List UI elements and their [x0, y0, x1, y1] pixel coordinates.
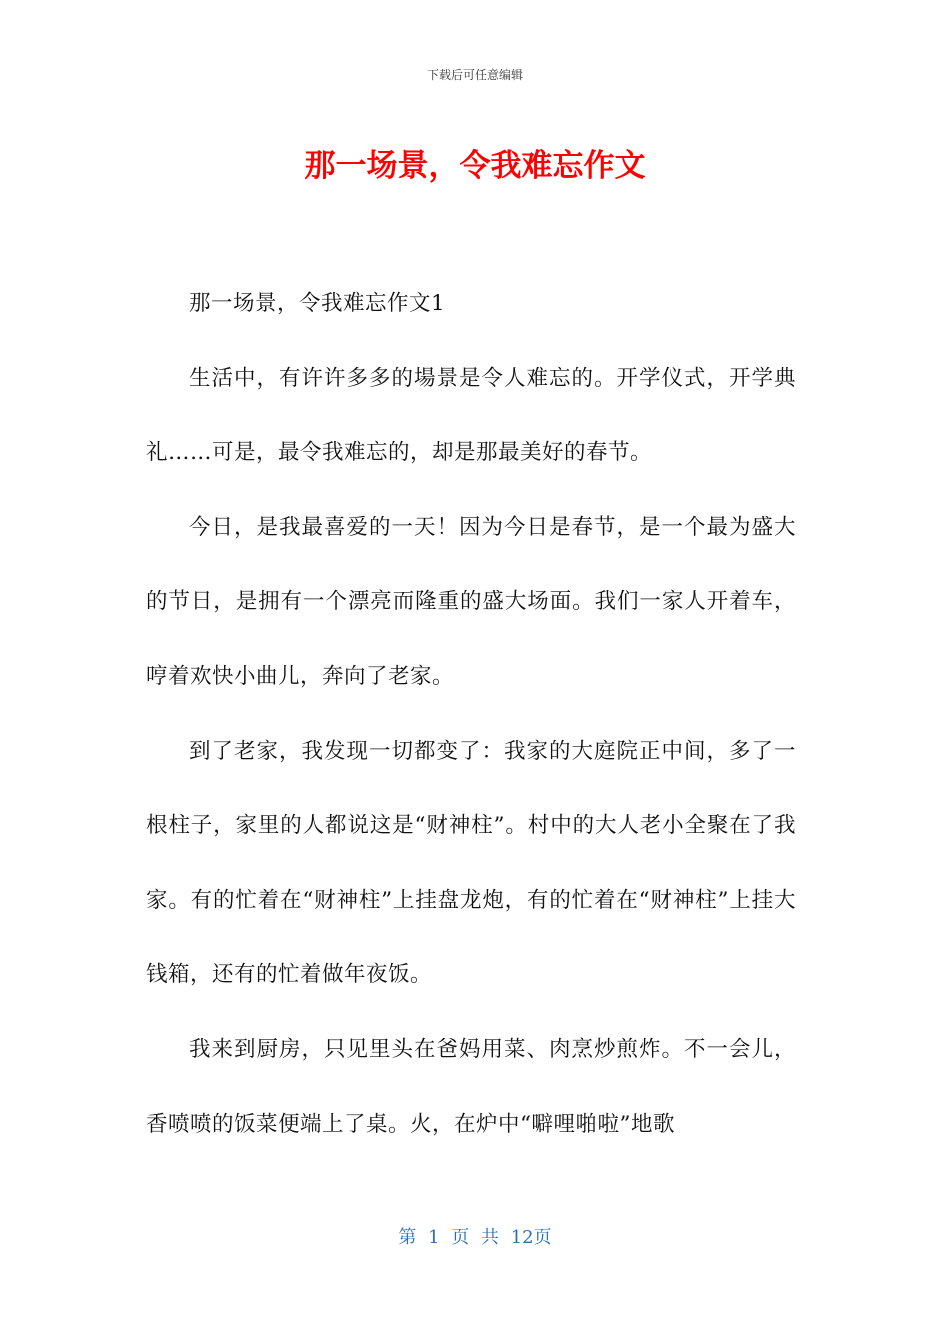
paragraph: 生活中，有许许多多的場景是令人难忘的。开学仪式，开学典礼……可是，最令我难忘的，却是那最美好的春节。 [146, 365, 796, 466]
paragraph: 到了老家，我发现一切都变了：我家的大庭院正中间，多了一根柱子，家里的人都说这是“财神柱”。村中的大人老小全聚在了我家。有的忙着在“财神柱”上挂盘龙炮，有的忙着在“财神柱”上挂大钱箱，还有的忙着做年夜饭。 [146, 738, 796, 988]
header-note: 下载后可任意编辑 [426, 68, 523, 82]
document-body [146, 267, 796, 1162]
paragraph: 我来到厨房，只见里头在爸妈用菜、肉烹炒煎炸。不一会儿，香喷喷的饭菜便端上了桌。火，在炉中“噼哩啪啦”地歌 [146, 1036, 796, 1137]
paragraph-heading: 那一场景，令我难忘作文1 [189, 291, 446, 316]
document-title: 那一场景，令我难忘作文 [304, 148, 646, 184]
page-number: 第 1 页 共 12页 [398, 1227, 552, 1248]
paragraph: 今日，是我最喜爱的一天！因为今日是春节，是一个最为盛大的节日，是拥有一个漂亮而隆重的盛大场面。我们一家人开着车，哼着欢快小曲儿，奔向了老家。 [146, 514, 796, 689]
